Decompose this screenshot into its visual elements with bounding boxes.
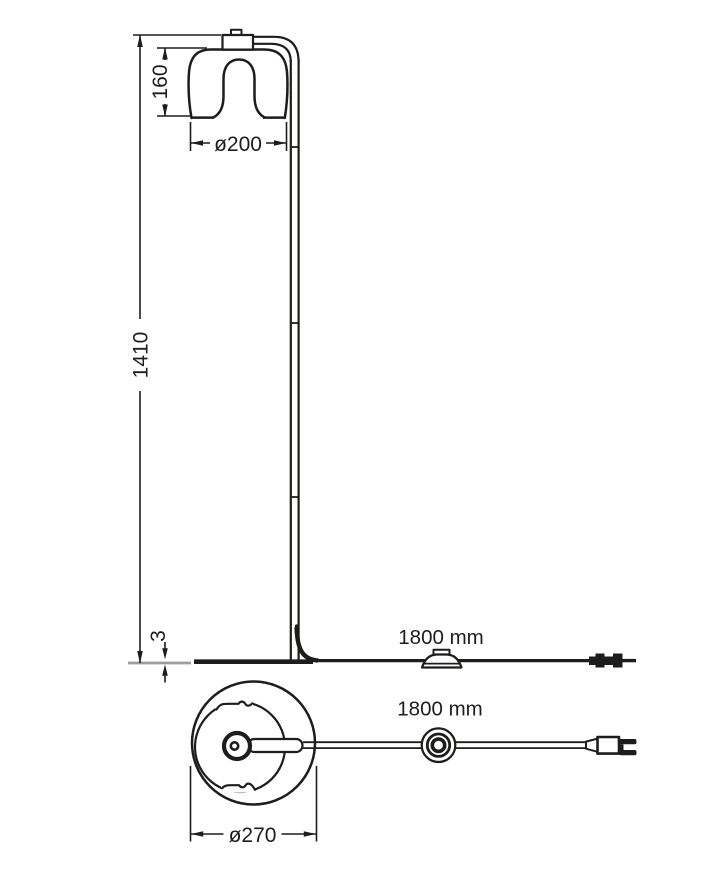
dim-label-base-diameter: ø270 <box>228 823 277 847</box>
cable-strain-relief <box>248 739 303 752</box>
lamp-pole <box>291 60 299 660</box>
plug-prong <box>619 750 637 755</box>
plug-prong <box>619 739 637 744</box>
power-plug-side <box>589 654 636 668</box>
dimension-shade-diameter <box>191 122 287 156</box>
floor-lamp-side-view <box>128 30 636 683</box>
hub-center-dot <box>231 742 238 749</box>
cable-length-label-top: 1800 mm <box>397 697 483 721</box>
dim-label-total-height: 1410 <box>129 331 153 379</box>
power-plug-top <box>586 737 637 755</box>
lamp-head-cap <box>223 30 254 50</box>
foot-switch-top <box>422 728 456 762</box>
pole-hub <box>224 733 250 759</box>
dim-label-base-thickness: 3 <box>146 630 170 642</box>
lamp-shade <box>189 50 288 119</box>
foot-switch-side <box>422 650 462 668</box>
cable-length-label-side: 1800 mm <box>398 626 484 650</box>
dimension-total-height <box>128 35 221 664</box>
dim-label-shade-height: 160 <box>148 64 172 100</box>
dim-label-shade-diameter: ø200 <box>214 132 262 156</box>
base-top-view <box>191 682 637 847</box>
dimension-base-thickness <box>147 630 170 682</box>
